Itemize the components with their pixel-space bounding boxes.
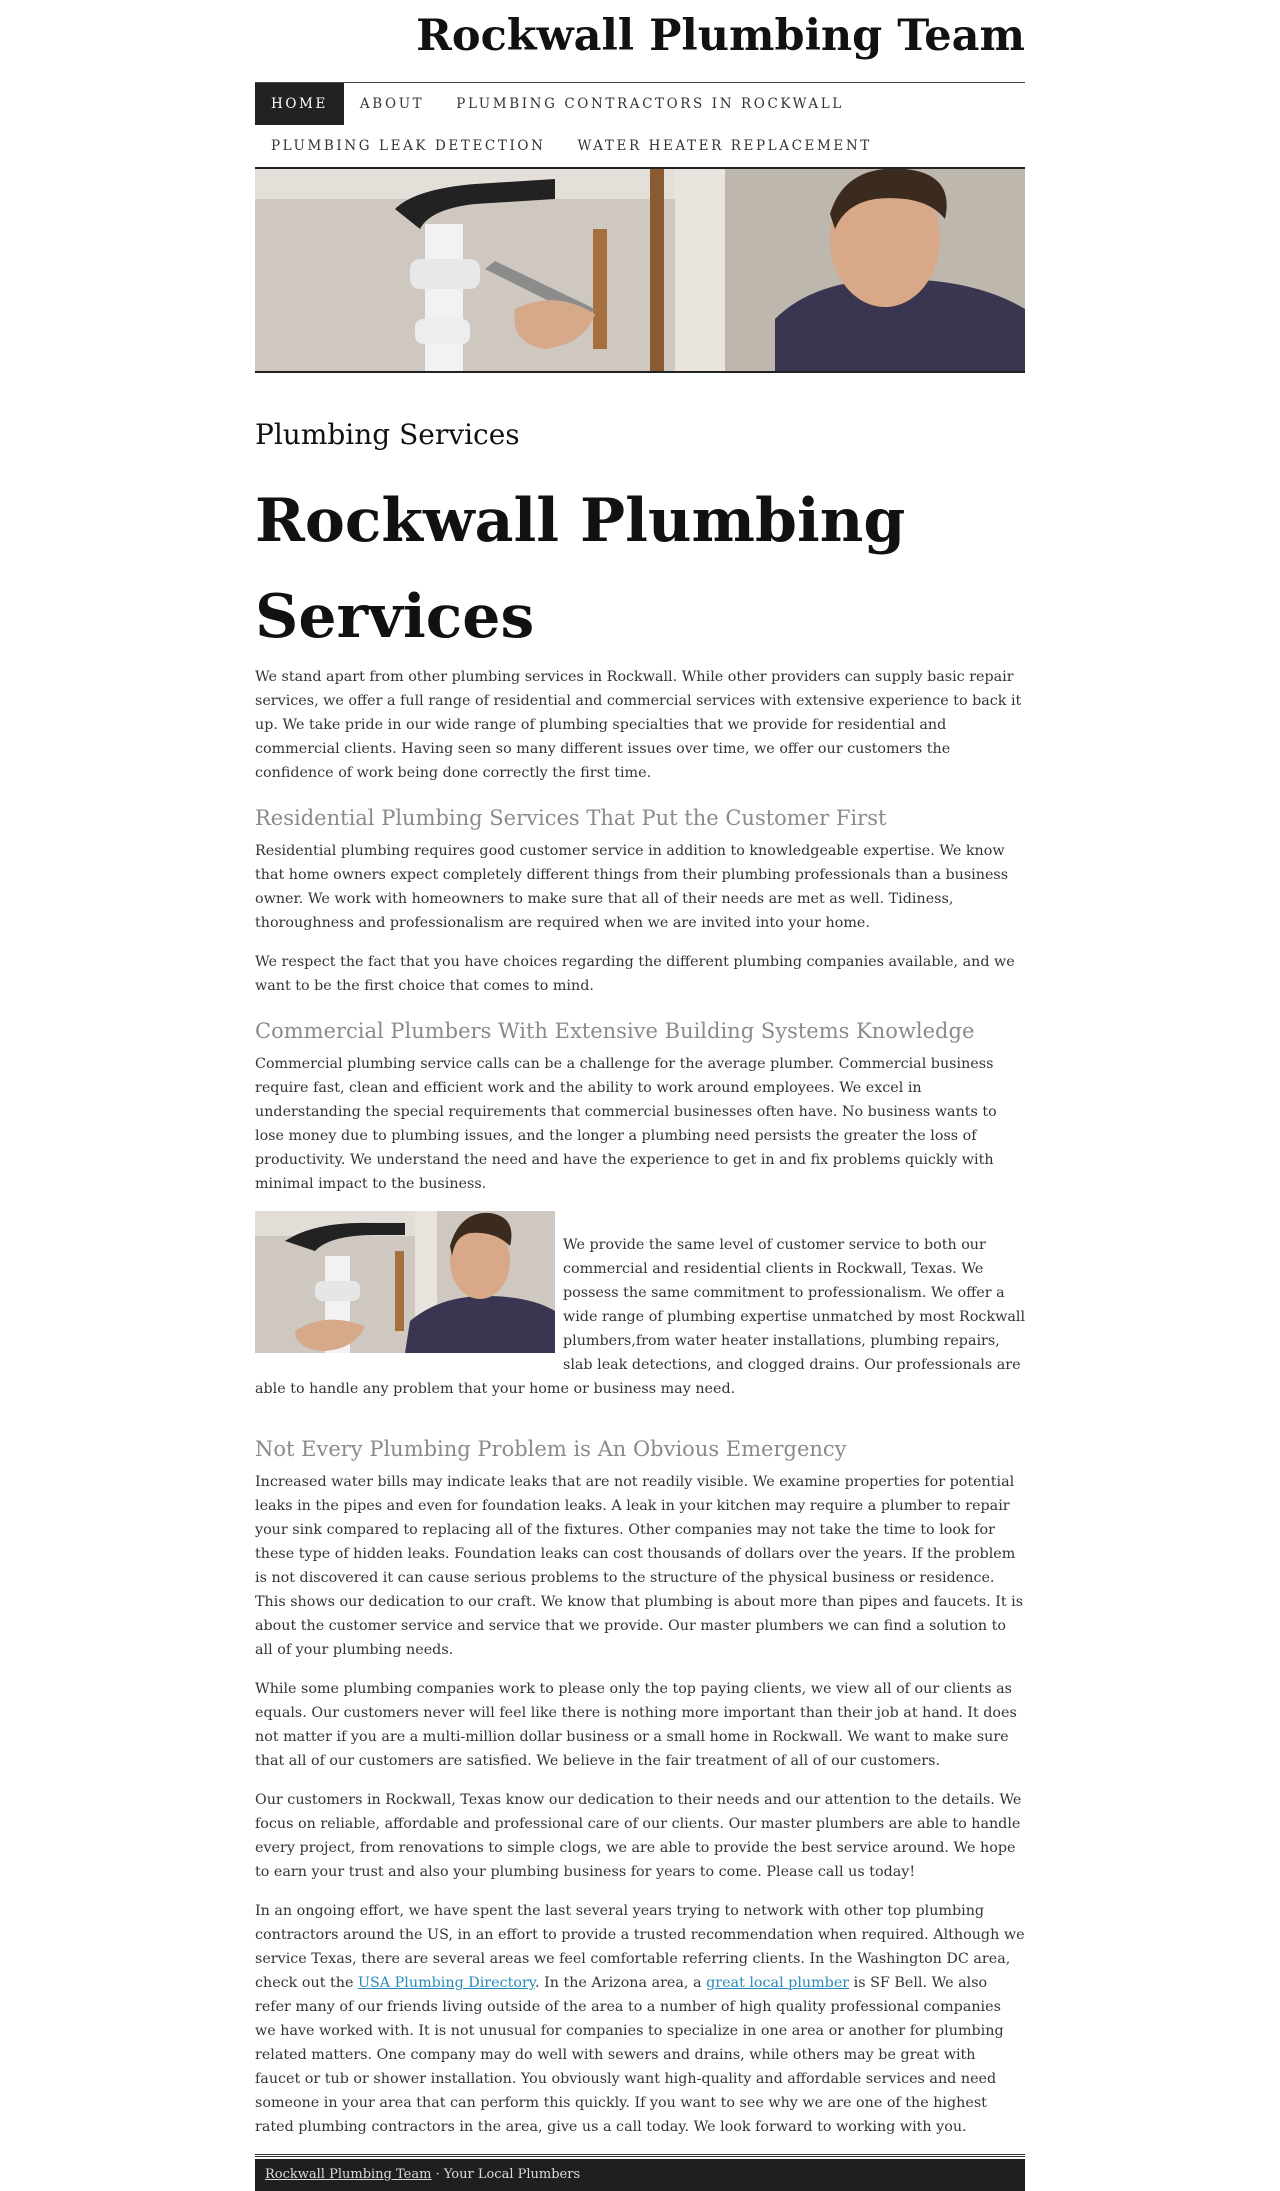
nav-item-home[interactable]: HOME bbox=[255, 83, 344, 125]
plumber-photo-icon bbox=[255, 169, 1025, 371]
heading-residential: Residential Plumbing Services That Put the Customer First bbox=[255, 806, 887, 830]
nav-item-leak-detection[interactable]: PLUMBING LEAK DETECTION bbox=[271, 138, 546, 154]
paragraph-residential-1: Residential plumbing requires good customer service in addition to knowledgeable expertise. We know that home owners expect completely different things from their plumbing professionals than a business owner. We work with homeowners to make sure that all of their needs are met as well. Tidiness, thoroughness and professionalism are required when we are invited into your home. bbox=[255, 843, 1009, 931]
main-navigation bbox=[255, 83, 1025, 167]
footer bbox=[255, 2159, 1025, 2191]
page-wrapper bbox=[255, 0, 1025, 2191]
plumber-inline-photo-icon bbox=[255, 1211, 555, 1353]
footer-site-link[interactable]: Rockwall Plumbing Team bbox=[265, 2167, 432, 2182]
image-text-block bbox=[255, 1211, 1025, 1416]
footer-divider bbox=[255, 2154, 1025, 2157]
paragraph-residential-2: We respect the fact that you have choices regarding the different plumbing companies available, and we want to be the first choice that comes to mind. bbox=[255, 954, 1015, 994]
nav-item-water-heater[interactable]: WATER HEATER REPLACEMENT bbox=[577, 138, 872, 154]
header-image bbox=[255, 167, 1025, 373]
heading-emergency: Not Every Plumbing Problem is An Obvious Emergency bbox=[255, 1437, 847, 1461]
referrals-text-a: In an ongoing effort, we have spent the last several years trying to network with other top plumbing contractors around the US, in an effort to provide a trusted recommendation when required. Although we service Texas, there are several areas we feel comfortable referring clients. In the Washington DC area, check out the bbox=[255, 1903, 1025, 1991]
plumber-inline-image bbox=[255, 1211, 555, 1353]
paragraph-emergency-2: While some plumbing companies work to please only the top paying clients, we view all of our clients as equals. Our customers never will feel like there is nothing more important than their job at hand. It does not matter if you are a multi-million dollar business or a small home in Rockwall. We want to make sure that all of our customers are satisfied. We believe in the fair treatment of all of our customers. bbox=[255, 1681, 1017, 1769]
main-content bbox=[255, 415, 1025, 2139]
section-title: Plumbing Services bbox=[255, 418, 520, 451]
paragraph-emergency-1: Increased water bills may indicate leaks that are not readily visible. We examine properties for potential leaks in the pipes and even for foundation leaks. A leak in your kitchen may require a plumber to repair your sink compared to replacing all of the fixtures. Other companies may not take the time to look for these type of hidden leaks. Foundation leaks can cost thousands of dollars over the years. If the problem is not discovered it can cause serious problems to the structure of the physical business or residence. This shows our dedication to our craft. We know that plumbing is about more than pipes and faucets. It is about the customer service and service that we provide. Our master plumbers we can find a solution to all of your plumbing needs. bbox=[255, 1474, 1024, 1658]
nav-row-2 bbox=[255, 125, 1025, 167]
site-title[interactable]: Rockwall Plumbing Team bbox=[416, 11, 1025, 61]
paragraph-referrals bbox=[255, 1899, 1025, 2139]
paragraph-commercial-2: We provide the same level of customer service to both our commercial and residential clients in Rockwall, Texas. We possess the same commitment to professionalism. We offer a wide range of plumbing expertise unmatched by most Rockwall plumbers,from water heater installations, plumbing repairs, slab leak detections, and clogged drains. Our professionals are able to handle any problem that your home or business may need. bbox=[255, 1237, 1026, 1397]
footer-tagline: · Your Local Plumbers bbox=[431, 2167, 581, 2182]
intro-paragraph: We stand apart from other plumbing services in Rockwall. While other providers can supply basic repair services, we offer a full range of residential and commercial services with extensive experience to back it up. We take pride in our wide range of plumbing specialties that we provide for residential and commercial clients. Having seen so many different issues over time, we offer our customers the confidence of work being done correctly the first time. bbox=[255, 669, 1022, 781]
paragraph-commercial-1: Commercial plumbing service calls can be a challenge for the average plumber. Commercial business require fast, clean and efficient work and the ability to work around employees. We excel in understanding the special requirements that commercial businesses often have. No business wants to lose money due to plumbing issues, and the longer a plumbing need persists the greater the loss of productivity. We understand the need and have the experience to get in and fix problems quickly with minimal impact to the business. bbox=[255, 1056, 997, 1192]
great-local-plumber-link[interactable]: great local plumber bbox=[706, 1975, 850, 1991]
nav-item-plumbing-contractors[interactable]: PLUMBING CONTRACTORS IN ROCKWALL bbox=[456, 96, 844, 112]
referrals-text-c: is SF Bell. We also refer many of our friends living outside of the area to a number of high quality professional companies we have worked with. It is not unusual for companies to specialize in one area or another for plumbing related matters. One company may do well with sewers and drains, while others may be great with faucet or tub or shower installation. You obviously want high-quality and affordable services and need someone in your area that can perform this quickly. If you want to see why we are one of the highest rated plumbing contractors in the area, give us a call today. We look forward to working with you. bbox=[255, 1975, 1004, 2135]
paragraph-emergency-3: Our customers in Rockwall, Texas know our dedication to their needs and our attention to the details. We focus on reliable, affordable and professional care of our clients. Our master plumbers are able to handle every project, from renovations to simple clogs, we are able to provide the best service around. We hope to earn your trust and also your plumbing business for years to come. Please call us today! bbox=[255, 1792, 1022, 1880]
heading-commercial: Commercial Plumbers With Extensive Building Systems Knowledge bbox=[255, 1019, 975, 1043]
nav-row-1 bbox=[255, 83, 1025, 125]
nav-item-about[interactable]: ABOUT bbox=[359, 96, 425, 112]
usa-plumbing-directory-link[interactable]: USA Plumbing Directory bbox=[357, 1975, 535, 1991]
page-title: Rockwall Plumbing Services bbox=[255, 486, 906, 652]
referrals-text-b: . In the Arizona area, a bbox=[534, 1975, 707, 1991]
